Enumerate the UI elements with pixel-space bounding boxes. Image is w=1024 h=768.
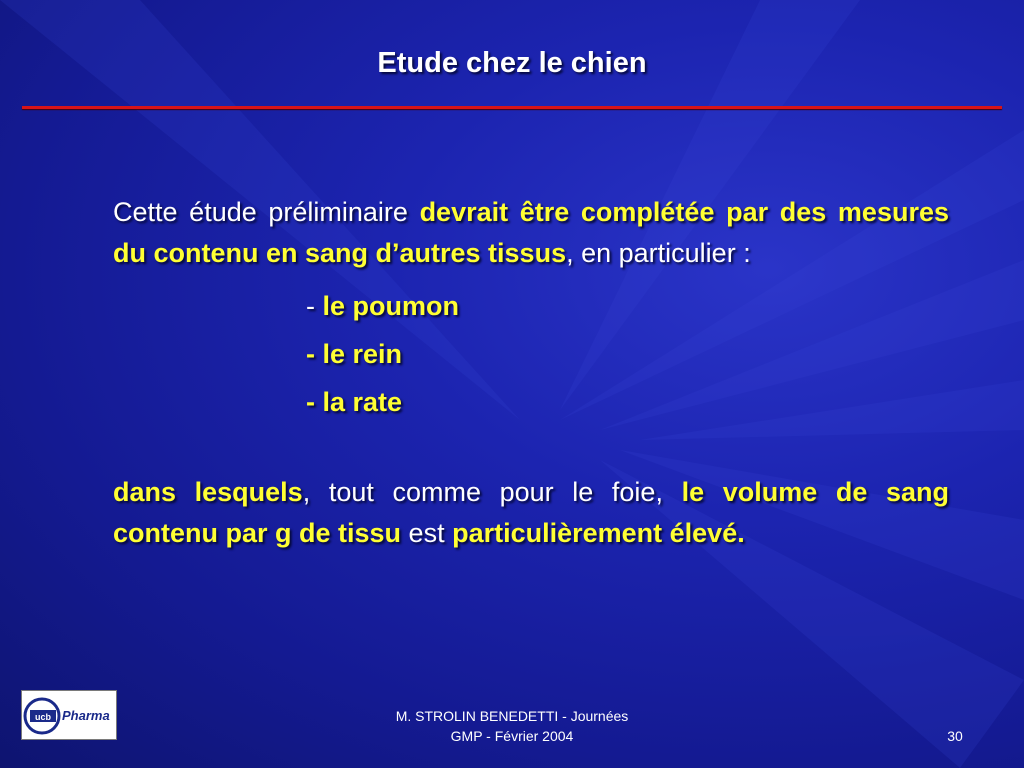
list-item	[306, 378, 949, 426]
ucb-logo-icon	[22, 691, 118, 741]
svg-text:Pharma: Pharma	[62, 708, 110, 723]
footer-author-line2: GMP - Février 2004	[450, 728, 574, 744]
paragraph-intro	[113, 192, 949, 274]
svg-text:ucb: ucb	[34, 712, 52, 722]
intro-highlight: devrait être complétée par des mesures du contenu en sang d’autres tissus	[113, 197, 949, 268]
tissue-list	[113, 282, 949, 426]
slide-title: Etude chez le chien	[377, 47, 647, 79]
intro-text: Cette étude préliminaire	[113, 197, 420, 227]
page-number: 30	[947, 728, 963, 744]
list-dash: -	[306, 387, 323, 417]
list-item	[306, 282, 949, 330]
slide-content	[113, 192, 949, 554]
list-dash: -	[306, 291, 323, 321]
list-item-label: le poumon	[322, 291, 459, 321]
footer-author-line1: M. STROLIN BENEDETTI - Journées	[395, 708, 629, 724]
conclusion-text-1: , tout comme pour le foie,	[302, 477, 682, 507]
conclusion-highlight-2: le volume de sang contenu par g de tissu	[113, 477, 950, 548]
conclusion-text-2: est	[401, 518, 453, 548]
title-divider	[22, 106, 1002, 109]
conclusion-highlight-3: particulièrement élevé.	[452, 518, 745, 548]
list-dash: -	[306, 339, 323, 369]
conclusion-highlight-1: dans lesquels	[113, 477, 303, 507]
list-item-label: le rein	[322, 339, 403, 369]
footer-author	[352, 706, 672, 746]
list-item-label: la rate	[322, 387, 403, 417]
ucb-pharma-logo	[21, 690, 117, 740]
list-item	[306, 330, 949, 378]
intro-tail: en particulier :	[573, 238, 751, 268]
intro-comma: ,	[566, 238, 574, 268]
paragraph-conclusion	[113, 472, 949, 554]
